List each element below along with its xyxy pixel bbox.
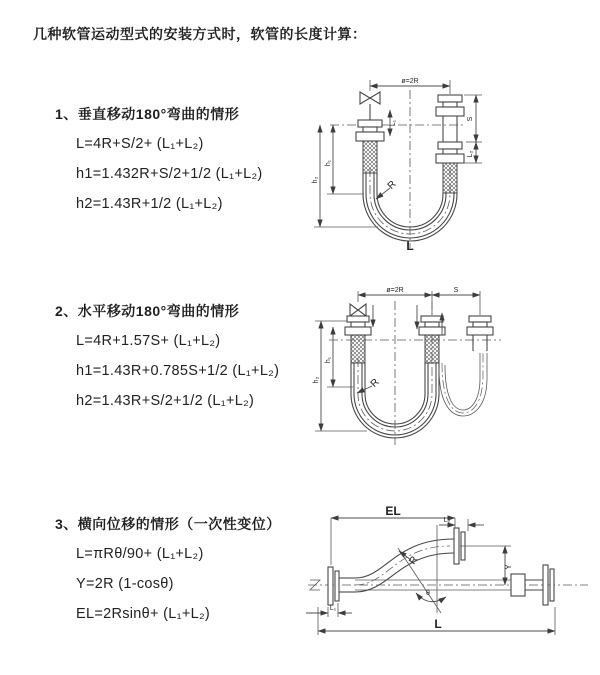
s-label: S [467,116,474,122]
dimension-h1 [325,327,353,387]
length-label: L [406,239,414,253]
dimension-l2 [439,517,484,531]
valve-icon [350,304,366,316]
dimension-l2 [467,142,476,163]
theta-label: θ [426,590,430,597]
r-label: R [407,554,421,567]
section-1-heading: 1、垂直移动180°弯曲的情形 [55,106,240,122]
left-fitting [356,120,384,173]
hose-displaced [439,351,487,416]
y-label: Y [504,564,513,570]
formula-h2: h2=1.43R+1/2 (L₁+L₂) [76,196,223,212]
left-fitting [328,567,355,605]
s-label: S [453,287,459,294]
l1-label: L₁ [329,605,337,612]
hose-s-curve [355,539,454,592]
formula-h2: h2=1.43R+S/2+1/2 (L₁+L₂) [76,393,255,409]
formula-length: L=4R+S/2+ (L₁+L₂) [76,136,204,152]
r-label: R [368,376,382,390]
section-horizontal-180 [55,301,279,421]
right-fitting [467,316,493,351]
dimension-l1 [390,110,397,136]
dimension-2r-label: ø=2R [401,78,419,85]
page-title: 几种软管运动型式的安装方式时，软管的长度计算： [33,26,367,42]
braided-hose-section [351,335,365,363]
dimension-s [432,287,480,315]
formula-h1: h1=1.432R+S/2+1/2 (L₁+L₂) [76,166,263,182]
l1-label: L₁ [390,119,397,127]
section-3-heading: 3、横向位移的情形（一次性变位） [55,516,281,532]
radius-callout [376,179,399,199]
dimension-y [460,546,513,585]
diagram-lateral-displacement [298,503,600,643]
braided-hose-section [443,163,457,193]
l2-label: L₂ [467,150,474,158]
section-vertical-180 [55,104,263,224]
dimension-2r-label: ø=2R [386,287,404,294]
left-fitting [345,316,371,363]
section-lateral-displacement [55,514,281,634]
h1-label: h₁ [325,159,332,167]
dimension-l [318,607,555,635]
dimension-el [331,504,455,565]
middle-fitting [419,316,445,363]
braided-hose-section [363,141,377,173]
r-label: R [385,178,399,192]
formula-length: L=4R+1.57S+ (L₁+L₂) [76,333,221,349]
formula-h1: h1=1.43R+0.785S+1/2 (L₁+L₂) [76,363,280,379]
radius-callout [357,377,382,393]
h2-label: h₂ [312,176,319,184]
section-2-heading: 2、水平移动180°弯曲的情形 [55,303,240,319]
formula-y: Y=2R (1-cosθ) [76,576,174,592]
braided-hose-section [425,335,439,363]
formula-length: L=πRθ/90+ (L₁+L₂) [76,546,204,562]
formula-el: EL=2Rsinθ+ (L₁+L₂) [76,606,211,622]
l-label: L [434,617,442,631]
right-fitting [436,95,464,193]
angle-construction [398,525,446,613]
valve-icon [360,92,380,120]
h1-label: h₁ [325,356,332,364]
diagram-horizontal-180 [305,283,600,453]
el-label: EL [385,504,401,518]
diagram-vertical-180 [306,68,596,253]
h2-label: h₂ [313,376,320,384]
dimension-l1 [306,603,352,617]
l2-label: L₂ [443,517,451,524]
